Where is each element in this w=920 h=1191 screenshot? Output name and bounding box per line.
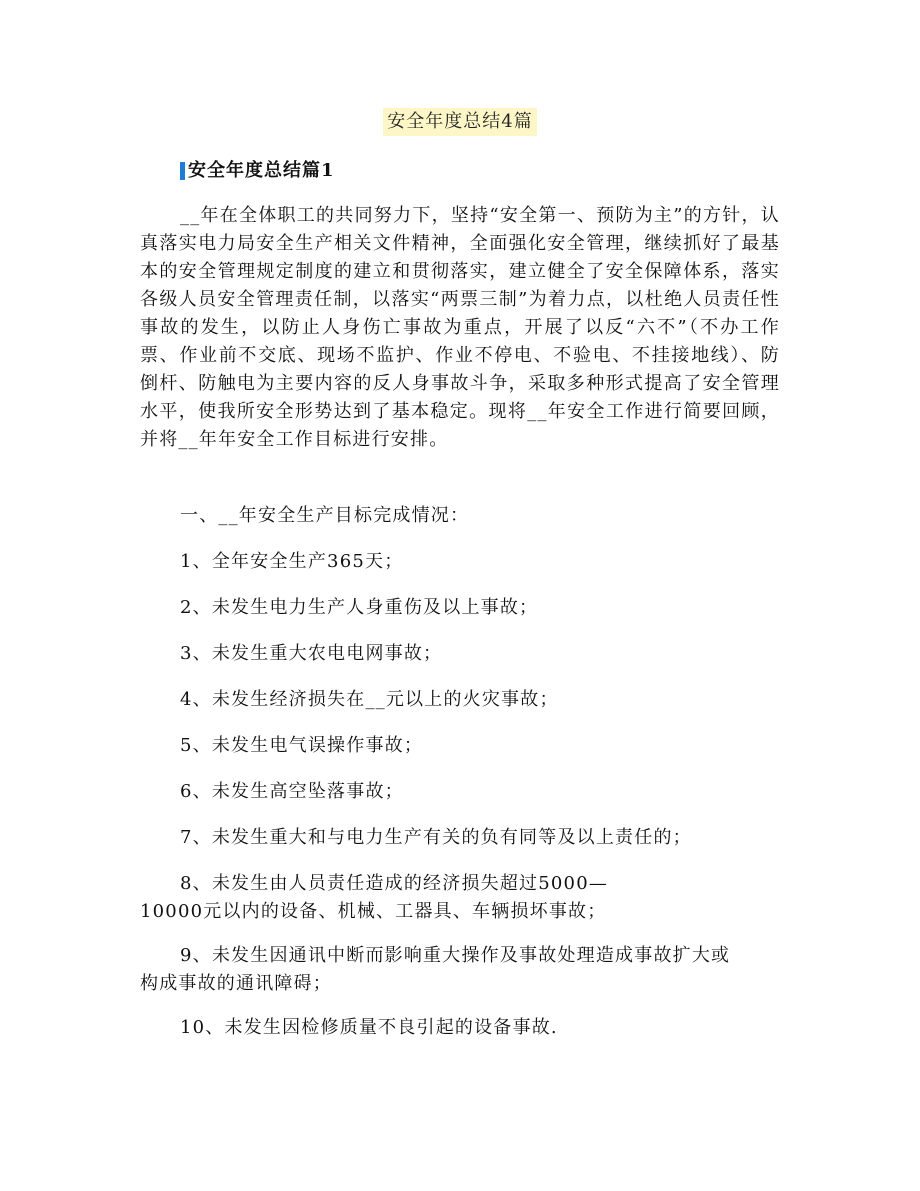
list-item-4: 4、未发生经济损失在__元以上的火灾事故； [180, 689, 559, 710]
list-item-3: 3、未发生重大农电电网事故； [180, 643, 443, 664]
section-heading [180, 158, 335, 184]
heading-marker-icon [180, 162, 185, 180]
intro-paragraph: __年在全体职工的共同努力下，坚持“安全第一、预防为主”的方针，认真落实电力局安全生产相关文件精神，全面强化安全管理，继续抓好了最基本的安全管理规定制度的建立和贯彻落实，建立健全了安全保障体系，落实各级人员安全管理责任制，以落实“两票三制”为着力点，以杜绝人员责任性事故的发生，以防止人身伤亡事故为重点，开展了以反“六不”（不办工作票、作业前不交底、现场不监护、作业不停电、不验电、不挂接地线）、防倒杆、防触电为主要内容的反人身事故斗争，采取多种形式提高了安全管理水平，使我所安全形势达到了基本稳定。现将__年安全工作进行简要回顾，并将__年年安全工作目标进行安排。 [140, 205, 780, 450]
section-heading-text: 安全年度总结篇1 [188, 160, 335, 181]
title-wrapper [0, 108, 920, 136]
list-item-9 [140, 942, 780, 998]
list-item-10: 10、未发生因检修质量不良引起的设备事故. [180, 1017, 558, 1038]
intro-paragraph-block [140, 202, 780, 454]
document-title: 安全年度总结4篇 [383, 108, 536, 136]
list-item-9-line-2: 构成事故的通讯障碍； [140, 973, 332, 994]
list-item-8-line-2: 10000元以内的设备、机械、工器具、车辆损坏事故； [140, 901, 607, 922]
list-item-9-line-1: 9、未发生因通讯中断而影响重大操作及事故处理造成事故扩大或 [180, 945, 731, 966]
list-item-2: 2、未发生电力生产人身重伤及以上事故； [180, 597, 539, 618]
list-item-8-line-1: 8、未发生由人员责任造成的经济损失超过5000— [180, 873, 609, 894]
list-item-8 [140, 870, 780, 926]
list-item-7: 7、未发生重大和与电力生产有关的负有同等及以上责任的； [180, 827, 692, 848]
subheading-goals: 一、__年安全生产目标完成情况： [180, 505, 470, 526]
list-item-6: 6、未发生高空坠落事故； [180, 781, 404, 802]
list-item-1: 1、全年安全生产365天； [180, 551, 404, 572]
list-item-5: 5、未发生电气误操作事故； [180, 735, 424, 756]
